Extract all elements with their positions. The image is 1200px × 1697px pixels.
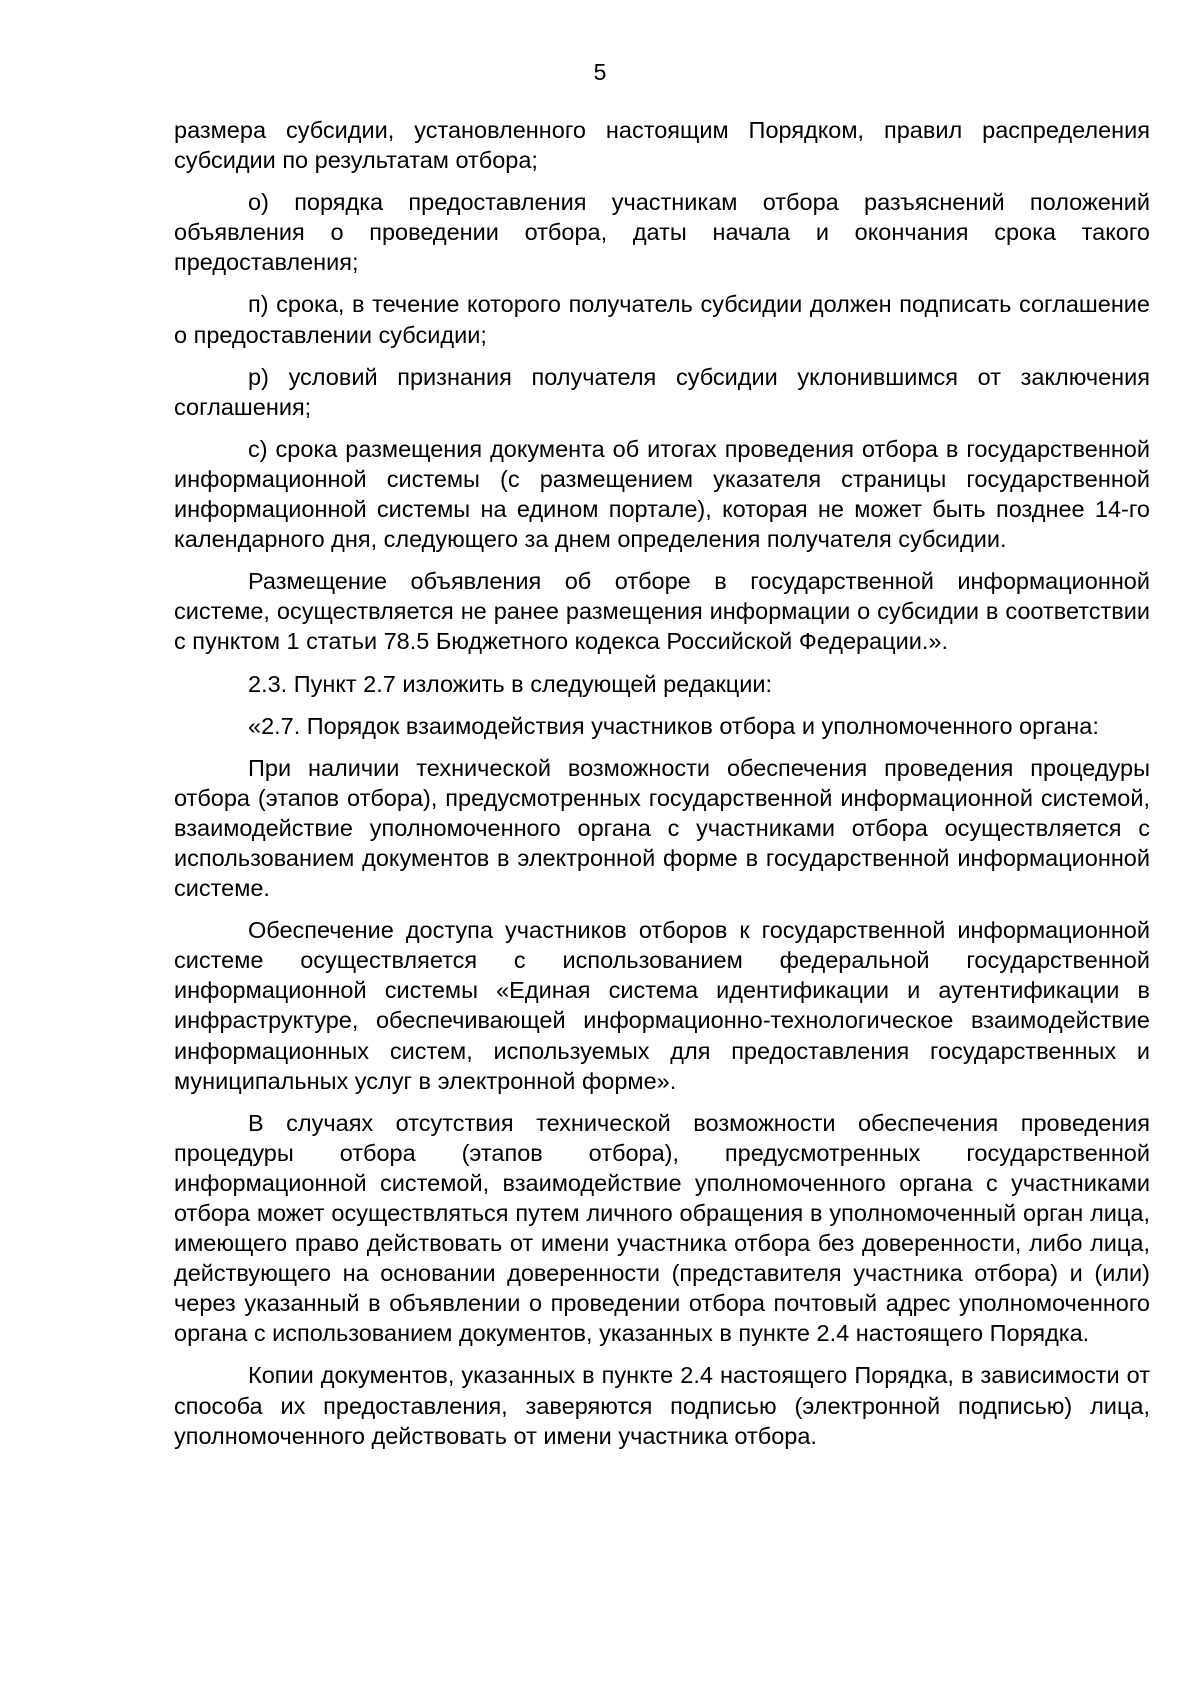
paragraph-no-technical-possibility: В случаях отсутствия технической возможности обеспечения проведения процедуры отбора (этапов отбора), предусмотренных государственной информационной системой, взаимодействие уполномоченного органа с участниками отбора может осуществляться путем личного обращения в уполномоченный орган лица, имеющего право действовать от имени участника отбора без доверенности, либо лица, действующего на основании доверенности (представителя участника отбора) и (или) через указанный в объявлении о проведении отбора почтовый адрес уполномоченного органа с использованием документов, указанных в пункте 2.4 настоящего Порядка. [174,1109,1150,1347]
document-body [174,115,1150,1463]
paragraph-item-o: о) порядка предоставления участникам отбора разъяснений положений объявления о проведении отбора, даты начала и окончания срока такого предоставления; [174,189,1150,276]
paragraph-announcement-placement: Размещение объявления об отборе в государственной информационной системе, осуществляется не ранее размещения информации о субсидии в соответствии с пунктом 1 статьи 78.5 Бюджетного кодекса Российской Федерации.». [174,568,1150,655]
paragraph-item-r: р) условий признания получателя субсидии уклонившимся от заключения соглашения; [174,363,1150,420]
paragraph-clause-2-7-heading: «2.7. Порядок взаимодействия участников отбора и уполномоченного органа: [248,712,1099,739]
page-number: 5 [593,59,607,85]
paragraph-clause-2-3: 2.3. Пункт 2.7 изложить в следующей редакции: [248,670,773,697]
paragraph-document-copies: Копии документов, указанных в пункте 2.4 настоящего Порядка, в зависимости от способа их предоставления, заверяются подписью (электронной подписью) лица, уполномоченного действовать от имени участника отбора. [174,1362,1150,1449]
paragraph-electronic-interaction: При наличии технической возможности обеспечения проведения процедуры отбора (этапов отбора), предусмотренных государственной информационной системой, взаимодействие уполномоченного органа с участниками отбора осуществляется с использованием документов в электронной форме в государственной информационной системе. [174,754,1150,902]
paragraph-access-esia: Обеспечение доступа участников отборов к государственной информационной системе осуществляется с использованием федеральной государственной информационной системы «Единая система идентификации и аутентификации в инфраструктуре, обеспечивающей информационно-технологическое взаимодействие информационных систем, используемых для предоставления государственных и муниципальных услуг в электронной форме». [174,917,1150,1094]
paragraph-item-s: с) срока размещения документа об итогах проведения отбора в государственной информационной системы (с размещением указателя страницы государственной информационной системы на едином портале), которая не может быть позднее 14-го календарного дня, следующего за днем определения получателя субсидии. [174,435,1150,553]
paragraph-continuation: размера субсидии, установленного настоящим Порядком, правил распределения субсидии по результатам отбора; [174,117,1150,174]
paragraph-item-p: п) срока, в течение которого получатель субсидии должен подписать соглашение о предоставлении субсидии; [174,291,1150,348]
